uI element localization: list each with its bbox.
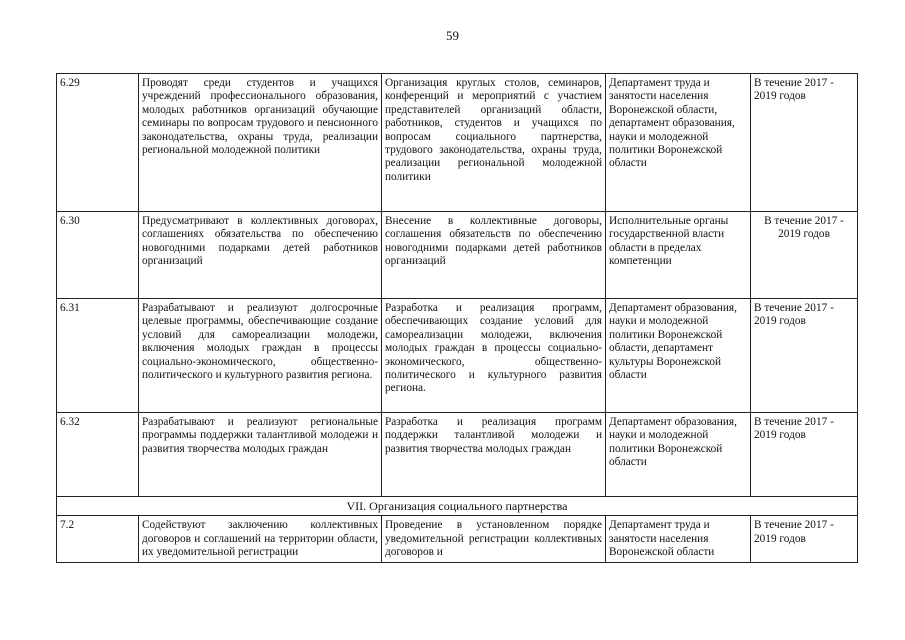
measure-cell: Проведение в установленном порядке уведомительной регистрации коллективных договоров и [382, 516, 606, 562]
table-row [57, 299, 858, 413]
responsible-cell: Департамент образования, науки и молодежной политики Воронежской области [606, 413, 751, 497]
activity-cell: Разрабатывают и реализуют долгосрочные целевые программы, обеспечивающие создание условий для самореализации молодежи, включения молодых граждан в процессы социально-экономического, общественно-политического и культурного развития региона. [139, 299, 382, 413]
term-cell: В течение 2017 - 2019 годов [751, 516, 858, 562]
measure-cell: Внесение в коллективные договоры, соглашения обязательств по обеспечению новогодними подарками детей работников организаций [382, 212, 606, 299]
row-number: 6.29 [57, 74, 139, 212]
activity-cell: Проводят среди студентов и учащихся учреждений профессионального образования, молодых работников организаций обучающие семинары по вопросам трудового и пенсионного законодательства, охраны труда, реализации региональной молодежной политики [139, 74, 382, 212]
activity-cell: Содействуют заключению коллективных договоров и соглашений на территории области, их уведомительной регистрации [139, 516, 382, 562]
page-number: 59 [446, 28, 459, 43]
responsible-cell: Департамент труда и занятости населения Воронежской области [606, 516, 751, 562]
row-number: 6.32 [57, 413, 139, 497]
table-row [57, 74, 858, 212]
measure-cell: Организация круглых столов, семинаров, конференций и мероприятий с участием представителей организаций области, работников, студентов и учащихся по вопросам социального партнерства, трудового законодательства, охраны труда, реализации региональной молодежной политики [382, 74, 606, 212]
row-number: 7.2 [57, 516, 139, 562]
activity-cell: Предусматривают в коллективных договорах, соглашениях обязательства по обеспечению новогодними подарками детей работников организаций [139, 212, 382, 299]
measure-cell: Разработка и реализация программ поддержки талантливой молодежи и развития творчества молодых граждан [382, 413, 606, 497]
table-row [57, 212, 858, 299]
row-number: 6.31 [57, 299, 139, 413]
section-title: VII. Организация социального партнерства [57, 497, 858, 516]
row-number: 6.30 [57, 212, 139, 299]
responsible-cell: Департамент труда и занятости населения Воронежской области, департамент образования, науки и молодежной политики Воронежской области [606, 74, 751, 212]
term-cell: В течение 2017 - 2019 годов [751, 413, 858, 497]
responsible-cell: Департамент образования, науки и молодежной политики Воронежской области, департамент культуры Воронежской области [606, 299, 751, 413]
table-row [57, 516, 858, 562]
table-row [57, 413, 858, 497]
measures-table [56, 73, 858, 563]
term-cell: В течение 2017 - 2019 годов [751, 212, 858, 299]
term-cell: В течение 2017 - 2019 годов [751, 299, 858, 413]
section-header-row [57, 497, 858, 516]
activity-cell: Разрабатывают и реализуют региональные программы поддержки талантливой молодежи и развития творчества молодых граждан [139, 413, 382, 497]
measure-cell: Разработка и реализация программ, обеспечивающих создание условий для самореализации молодежи, включения молодых граждан в процессы социально-экономического, общественно-политического и культурного развития региона. [382, 299, 606, 413]
responsible-cell: Исполнительные органы государственной власти области в пределах компетенции [606, 212, 751, 299]
term-cell: В течение 2017 - 2019 годов [751, 74, 858, 212]
